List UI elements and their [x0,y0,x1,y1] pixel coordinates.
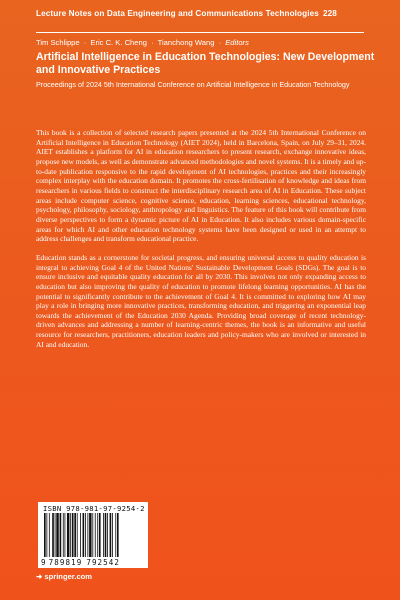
editors-line [36,38,249,47]
editor-separator: · [151,38,154,47]
book-description [36,128,366,358]
barcode-bar [89,513,91,557]
editor-separator: · [83,38,87,47]
barcode-bar [103,513,104,557]
description-paragraph: This book is a collection of selected research papers presented at the 2024 5th International Conference on Artificial Intelligence in Education Technology (AIET 2024), held in Barcelona, Spain, on July 29–31, 2024. AIET establishes a platform for AI in education researchers to present research, exchange innovative ideas, propose new models, as well as demonstrate advanced methodologies and novel systems. It is a timely and up-to-date publication responsive to the rapid development of AI technologies, practices and their increasingly complex interplay with the education domain. It promotes the cross-fertilisation of knowledge and ideas from researchers in various fields to construct the interdisciplinary research area of AI in Education. These subject areas include computer science, cognitive science, education, learning sciences, educational technology, psychology, philosophy, sociology, anthropology and linguistics. The feature of this book will contribute from diverse perspectives to form a dynamic picture of AI in Education. It also includes various domain-specific areas for which AI and other education technology systems have been designed or used in an attempt to address challenges and transform educational practice. [36,128,366,244]
barcode-bar [92,513,93,557]
barcode-bar [60,513,62,557]
book-subtitle: Proceedings of 2024 5th International Conference on Artificial Intelligence in Education Technology [36,80,350,89]
barcode-bar [97,513,98,557]
barcode-block [38,502,148,568]
barcode-bar [115,513,116,557]
barcode-bar [99,513,101,557]
barcode-bar [52,513,54,557]
barcode-bar [117,513,119,557]
barcode-bar [74,513,76,557]
barcode-bar [56,513,58,557]
ean-right-group: 792542 [86,558,121,567]
publisher-site: springer.com [44,572,93,581]
barcode-bar [87,513,88,557]
barcode-bar [70,513,71,557]
barcode-bars [44,513,142,557]
book-title: Artificial Intelligence in Education Technologies: New Development and Innovative Practices [36,51,375,76]
ean-left-group: 789819 [48,558,83,567]
barcode-bar [112,513,113,557]
ean-digits [41,558,120,567]
barcode-bar [107,513,108,557]
barcode-bar [80,513,81,557]
arrow-icon: ➜ [36,572,43,581]
editor-separator: · [218,38,222,47]
barcode-bar [44,513,46,557]
barcode-bar [72,513,74,557]
editor-name: Eric C. K. Cheng [90,38,147,47]
barcode-bar [55,513,56,557]
editor-name: Tianchong Wang [157,38,215,47]
editors-role: Editors [225,38,249,47]
editor-name: Tim Schlippe [36,38,80,47]
barcode-bar [67,513,69,557]
barcode-bar [49,513,50,557]
barcode-bar [95,513,96,557]
header-rule [36,32,364,33]
barcode-bar [46,513,47,557]
barcode-bar [65,513,66,557]
publisher-link[interactable] [36,572,92,581]
description-paragraph: Education stands as a cornerstone for societal progress, and ensuring universal access to quality education is integral to achieving Goal 4 of the United Nations' Sustainable Development Goals (SDGs). The goal is to ensure inclusive and equitable quality education for all by 2030. This involves not only expanding access to education but also improving the quality of education to promote lifelong learning opportunities. AI has the potential to significantly contribute to the achievement of Goal 4. It is committed to exploring how AI may play a role in bringing more innovative practices, transforming education, and triggering an exponential leap towards the achievement of the Education 2030 Agenda. Providing broad coverage of recent technology-driven advances and addressing a number of learning-centric themes, the book is an informative and useful resource for researchers, practitioners, education leaders and policy-makers who are involved or interested in AI and education. [36,252,366,349]
series-volume: 228 [322,9,337,18]
barcode-bar [63,513,64,557]
barcode-bar [110,513,112,557]
ean-first-digit: 9 [41,558,47,567]
barcode-bar [77,513,78,557]
barcode-bar [105,513,107,557]
barcode-bar [83,513,85,557]
series-line [36,9,337,18]
isbn-label: ISBN 978-981-97-9254-2 [43,504,145,513]
series-name: Lecture Notes on Data Engineering and Communications Technologies [36,9,319,18]
barcode-bar [85,513,86,557]
